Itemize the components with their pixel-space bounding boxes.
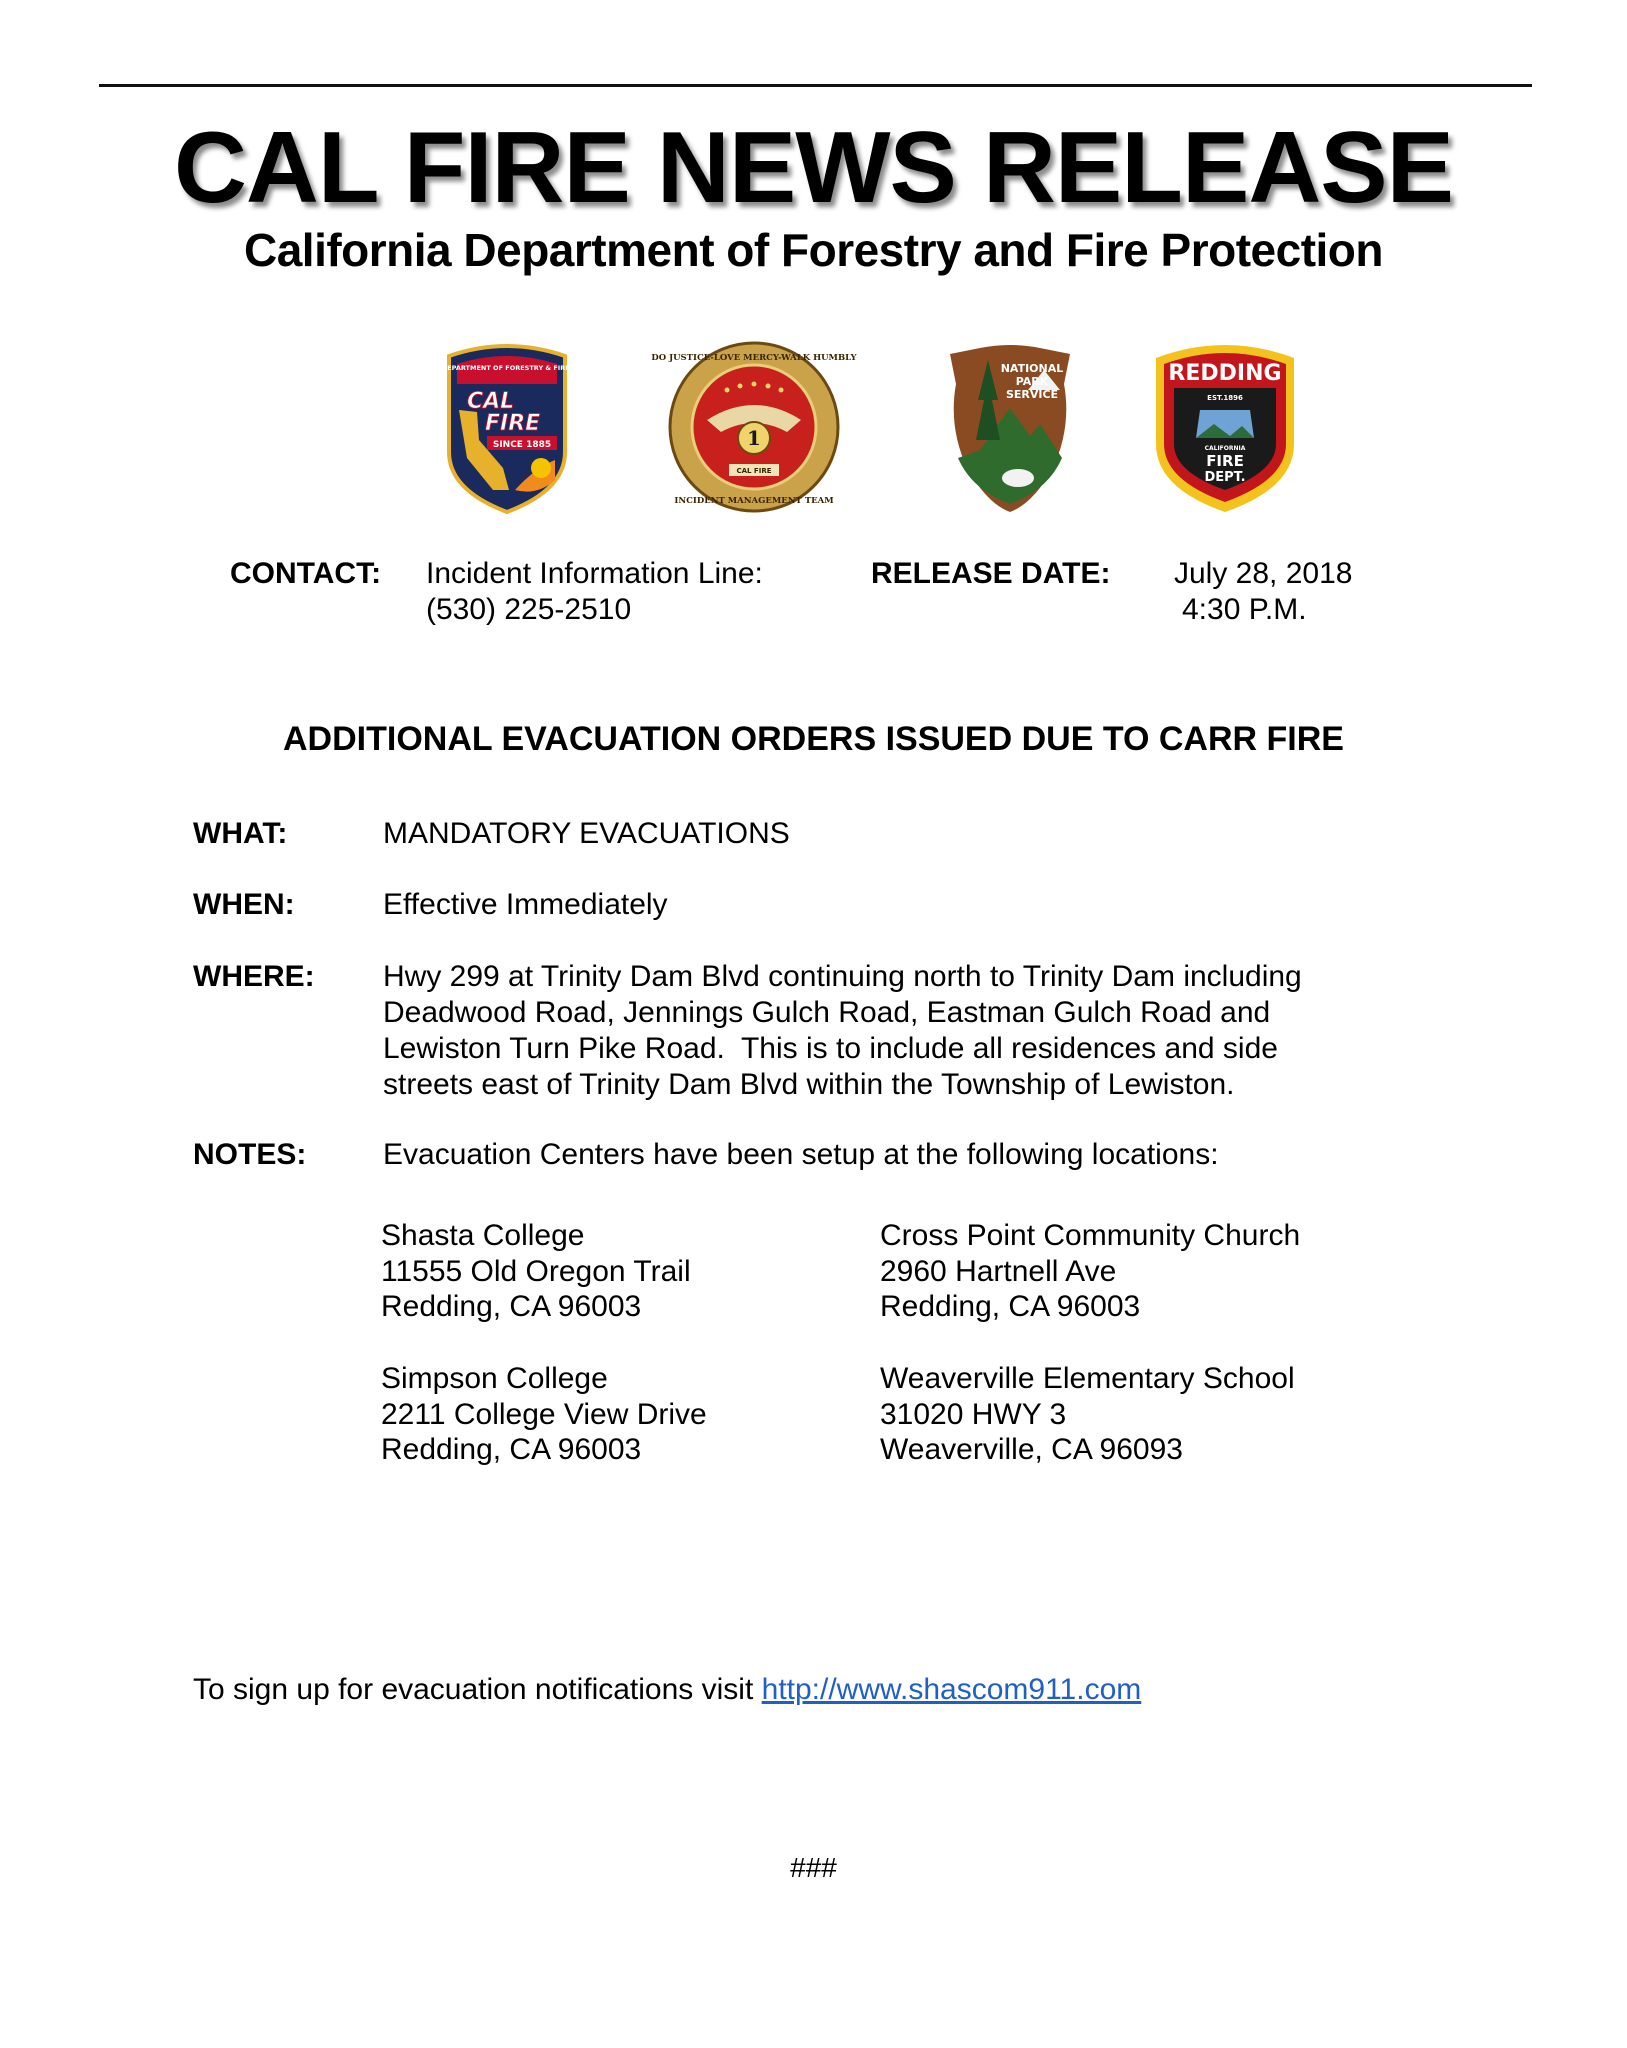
- imt-logo-number: 1: [747, 426, 761, 450]
- where-line: Hwy 299 at Trinity Dam Blvd continuing north to Trinity Dam including: [383, 960, 1302, 993]
- redding-logo-est: EST.1896: [1207, 394, 1243, 402]
- calfire-logo-cal: CAL: [467, 389, 515, 414]
- when-value: Effective Immediately: [383, 888, 668, 921]
- top-rule: [99, 84, 1532, 87]
- contact-line: Incident Information Line:: [426, 557, 763, 590]
- contact-label: CONTACT:: [230, 557, 382, 590]
- center-name: Shasta College: [381, 1219, 585, 1252]
- end-mark: ###: [790, 1852, 837, 1883]
- where-value: [383, 959, 1403, 1103]
- center-name: Cross Point Community Church: [880, 1219, 1301, 1252]
- center-simpson-college: [381, 1361, 707, 1468]
- redding-logo-state: CALIFORNIA: [1204, 445, 1246, 452]
- center-shasta-college: [381, 1218, 691, 1325]
- nps-logo-line2: PARK: [1015, 375, 1049, 388]
- signup-line: [193, 1672, 1141, 1708]
- notes-label: NOTES:: [193, 1138, 307, 1171]
- department-subtitle: California Department of Forestry and Fire Protection: [243, 224, 1384, 276]
- imt-logo-ribbon: CAL FIRE: [736, 467, 772, 475]
- calfire-logo-since: SINCE 1885: [492, 440, 552, 450]
- nps-logo-line1: NATIONAL: [1000, 362, 1064, 375]
- redding-logo-title: REDDING: [1168, 361, 1282, 386]
- center-city: Redding, CA 96003: [880, 1290, 1141, 1323]
- center-street: 11555 Old Oregon Trail: [381, 1254, 691, 1288]
- what-value: MANDATORY EVACUATIONS: [383, 817, 790, 850]
- release-title: CAL FIRE NEWS RELEASE: [173, 112, 1454, 224]
- center-street: 31020 HWY 3: [880, 1397, 1067, 1431]
- center-name: Weaverville Elementary School: [880, 1362, 1295, 1395]
- center-city: Weaverville, CA 96093: [880, 1433, 1183, 1466]
- headline: ADDITIONAL EVACUATION ORDERS ISSUED DUE TO CARR FIRE: [283, 720, 1344, 758]
- where-line: streets east of Trinity Dam Blvd within the Township of Lewiston.: [383, 1068, 1235, 1101]
- imt-logo: [651, 340, 857, 515]
- nps-logo: [940, 340, 1080, 515]
- shascom-link[interactable]: http://www.shascom911.com: [761, 1673, 1142, 1706]
- contact-phone: (530) 225-2510: [426, 593, 632, 626]
- redding-logo-dept: DEPT.: [1204, 470, 1246, 485]
- redding-fire-logo: [1150, 340, 1300, 515]
- signup-text: To sign up for evacuation notifications visit: [193, 1673, 762, 1706]
- what-label: WHAT:: [193, 817, 288, 850]
- center-street: 2211 College View Drive: [381, 1397, 707, 1431]
- where-line: Lewiston Turn Pike Road. This is to include all residences and side: [383, 1032, 1278, 1065]
- calfire-logo-fire: FIRE: [485, 411, 541, 436]
- center-name: Simpson College: [381, 1362, 608, 1395]
- where-line: Deadwood Road, Jennings Gulch Road, Eastman Gulch Road and: [383, 996, 1271, 1029]
- imt-logo-motto: DO JUSTICE-LOVE MERCY-WALK HUMBLY: [651, 353, 857, 363]
- calfire-logo-arc-text: CALIFORNIA DEPARTMENT OF FORESTRY & FIRE PROTECTION: [395, 364, 619, 372]
- release-date-label: RELEASE DATE:: [871, 557, 1111, 590]
- center-street: 2960 Hartnell Ave: [880, 1254, 1117, 1288]
- center-cross-point-church: [880, 1218, 1300, 1325]
- where-label: WHERE:: [193, 960, 315, 993]
- center-city: Redding, CA 96003: [381, 1290, 642, 1323]
- center-weaverville-elementary: [880, 1361, 1295, 1468]
- release-date: July 28, 2018: [1174, 557, 1353, 590]
- release-time: 4:30 P.M.: [1182, 593, 1307, 626]
- redding-logo-fire: FIRE: [1206, 452, 1244, 470]
- calfire-logo: [395, 340, 619, 515]
- center-city: Redding, CA 96003: [381, 1433, 642, 1466]
- imt-logo-team-text: INCIDENT MANAGEMENT TEAM: [674, 496, 834, 506]
- notes-value: Evacuation Centers have been setup at the following locations:: [383, 1138, 1219, 1171]
- nps-logo-line3: SERVICE: [1005, 388, 1059, 401]
- when-label: WHEN:: [193, 888, 295, 921]
